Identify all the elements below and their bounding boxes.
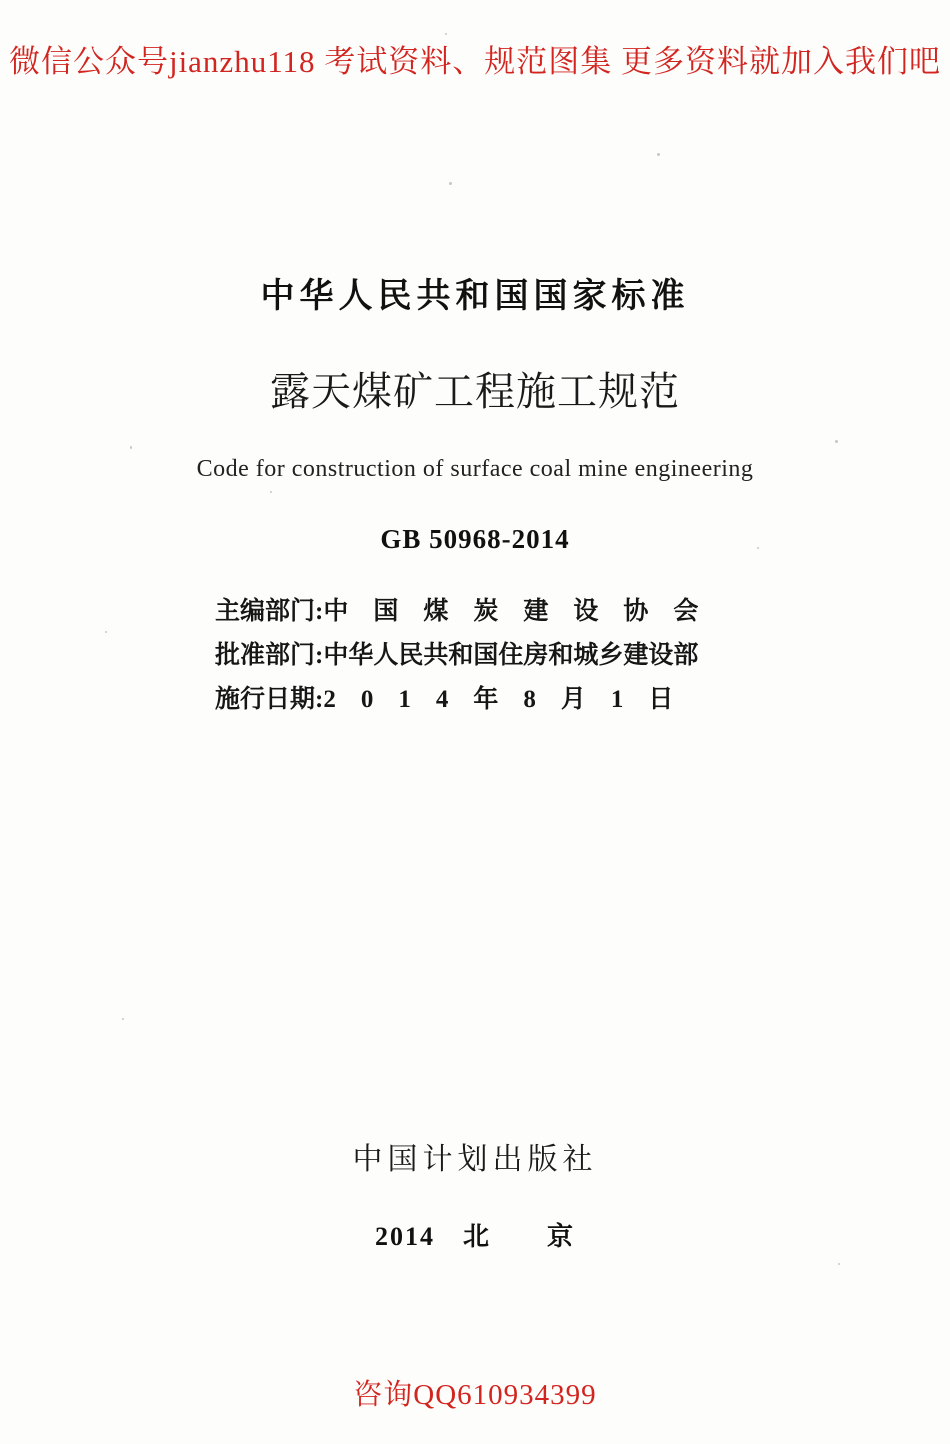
scan-speck <box>105 631 107 633</box>
scan-speck <box>445 33 447 35</box>
scan-speck <box>657 153 660 156</box>
publisher-name: 中国计划出版社 <box>352 1143 598 1176</box>
detail-row-approval <box>215 634 735 678</box>
watermark-top: 微信公众号jianzhu118 考试资料、规范图集 更多资料就加入我们吧 <box>8 44 942 79</box>
document-title-en: Code for construction of surface coal mine engineering <box>196 456 754 482</box>
watermark-bottom: 咨询QQ610934399 <box>353 1379 597 1411</box>
edition-line: 2014 北 京 <box>374 1222 575 1251</box>
detail-value: 中华人民共和国住房和城乡建设部 <box>323 642 699 669</box>
scan-speck <box>270 491 272 493</box>
detail-row-chief-editor <box>215 590 735 634</box>
scan-speck <box>449 182 452 185</box>
scan-speck <box>122 1018 124 1020</box>
scan-speck <box>130 446 132 449</box>
detail-label: 批准部门: <box>215 642 324 669</box>
standard-label: 中华人民共和国国家标准 <box>260 277 690 315</box>
detail-value: 2 0 1 4 年 8 月 1 日 <box>323 686 674 713</box>
detail-row-effective-date <box>215 678 735 722</box>
scan-speck <box>835 440 838 443</box>
document-title-zh: 露天煤矿工程施工规范 <box>270 369 680 414</box>
scan-speck <box>838 1263 840 1265</box>
detail-label: 主编部门: <box>215 598 324 625</box>
details-block <box>215 590 735 722</box>
standard-number: GB 50968-2014 <box>380 524 570 554</box>
detail-value: 中 国 煤 炭 建 设 协 会 <box>323 598 699 625</box>
detail-label: 施行日期: <box>215 686 324 713</box>
